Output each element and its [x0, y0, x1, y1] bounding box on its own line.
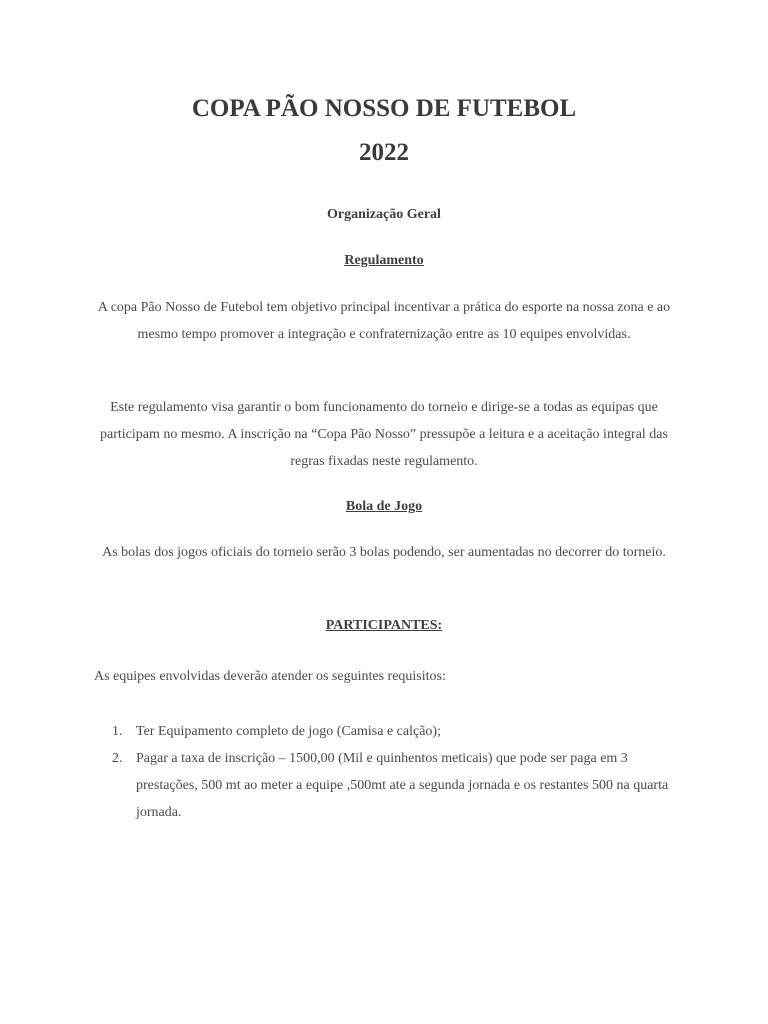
document-title-year: 2022 [359, 139, 409, 166]
list-item [94, 745, 684, 826]
document-title: COPA PÃO NOSSO DE FUTEBOL [191, 95, 577, 122]
section-heading-regulamento: Regulamento [344, 253, 424, 268]
list-item-text: Ter Equipamento completo de jogo (Camisa e calção); [136, 724, 441, 739]
list-item-number: 2. [112, 751, 123, 766]
paragraph-regulamento: Este regulamento visa garantir o bom funcionamento do torneio e dirige-se a todas as equipas que participam no mesmo. A inscrição na “Copa Pão Nosso” pressupõe a leitura e a aceitação integral das regras fixadas neste regulamento. [100, 400, 668, 469]
paragraph-bolas: As bolas dos jogos oficiais do torneio serão 3 bolas podendo, ser aumentadas no decorrer do torneio. [102, 545, 666, 560]
section-heading-organizacao: Organização Geral [327, 207, 441, 222]
list-item [94, 718, 684, 745]
section-heading-participantes: PARTICIPANTES: [325, 618, 443, 633]
requirements-list [94, 718, 684, 826]
section-heading-bola-de-jogo: Bola de Jogo [345, 499, 423, 514]
list-item-number: 1. [112, 724, 123, 739]
paragraph-objetivo: A copa Pão Nosso de Futebol tem objetivo principal incentivar a prática do esporte na nossa zona e ao mesmo tempo promover a integração e confraternização entre as 10 equipes envolvidas. [97, 300, 671, 342]
list-item-text: Pagar a taxa de inscrição – 1500,00 (Mil e quinhentos meticais) que pode ser paga em 3 prestações, 500 mt ao meter a equipe ,500mt ate a segunda jornada e os restantes 500 na quarta jornada. [136, 751, 669, 820]
requirements-intro: As equipes envolvidas deverão atender os seguintes requisitos: [94, 669, 446, 684]
